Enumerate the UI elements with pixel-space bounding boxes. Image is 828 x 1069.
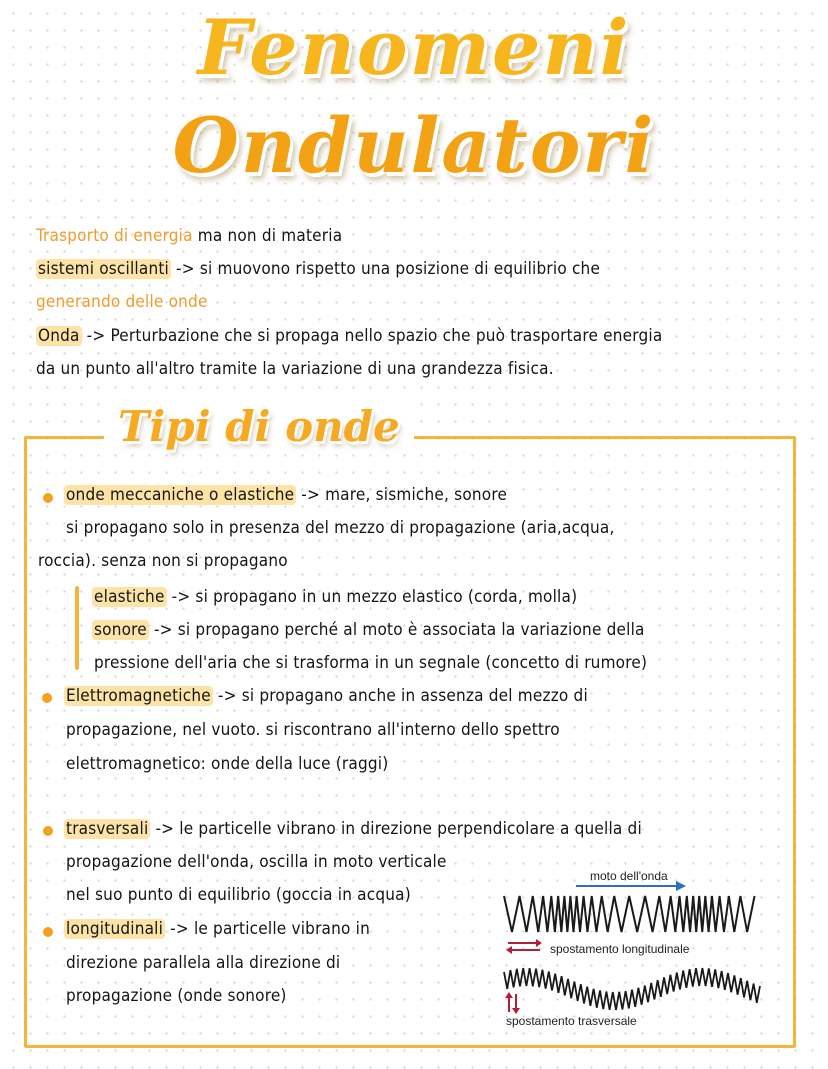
sound-line-2: pressione dell'aria che si trasforma in un segnale (concetto di rumore) (94, 653, 648, 673)
intro-line-3: generando delle onde (36, 292, 208, 312)
mechanical-waves-text: -> mare, sismiche, sonore (296, 485, 508, 505)
mechanical-waves-line (64, 485, 507, 505)
intro-line-2-text: -> si muovono rispetto una posizione di equilibrio che (171, 259, 601, 279)
transverse-coil (504, 968, 760, 1010)
longitudinal-line (64, 919, 370, 939)
electromagnetic-line-3: elettromagnetico: onde della luce (raggi) (66, 754, 389, 774)
title-line-1: Fenomeni (197, 3, 631, 92)
title-line-2: Ondulatori (172, 101, 656, 190)
longitudinal-label: spostamento longitudinale (550, 942, 690, 956)
elastic-line (92, 587, 577, 607)
transverse-label: spostamento trasversale (506, 1014, 637, 1028)
intro-line-5: da un punto all'altro tramite la variazione di una grandezza fisica. (36, 359, 554, 379)
transverse-line (64, 819, 642, 839)
electromagnetic-line (64, 686, 588, 706)
longitudinal-arrow-icon (506, 939, 542, 954)
transverse-text: -> le particelle vibrano in direzione perpendicolare a quella di (150, 819, 642, 839)
intro-line-1-text: ma non di materia (192, 226, 343, 246)
bullet-dot (42, 693, 52, 703)
wave-diagram (500, 864, 770, 1030)
intro-line-4-text: -> Perturbazione che si propaga nello spazio che può trasportare energia (81, 326, 663, 346)
electromagnetic-text: -> si propagano anche in assenza del mezzo di (212, 686, 588, 706)
energy-transport-term: Trasporto di energia (36, 226, 193, 246)
longitudinal-line-3: propagazione (onde sonore) (66, 986, 287, 1006)
intro-line-1 (36, 226, 342, 246)
longitudinal-spring (504, 896, 755, 932)
elastic-term: elastiche (94, 587, 165, 607)
oscillating-systems-term: sistemi oscillanti (38, 259, 169, 279)
longitudinal-line-2: direzione parallela alla direzione di (66, 953, 341, 973)
bullet-dot (43, 927, 53, 937)
transverse-line-3: nel suo punto di equilibrio (goccia in acqua) (66, 885, 411, 905)
sound-term: sonore (94, 620, 147, 640)
wave-motion-label: moto dell'onda (590, 869, 668, 883)
longitudinal-text: -> le particelle vibrano in (165, 919, 370, 939)
mechanical-waves-term: onde meccaniche o elastiche (66, 485, 295, 505)
bullet-dot (43, 826, 53, 836)
transverse-arrow-icon (505, 992, 520, 1014)
transverse-line-2: propagazione dell'onda, oscilla in moto verticale (66, 852, 447, 872)
sound-line (92, 620, 645, 640)
transverse-term: trasversali (66, 819, 149, 839)
mechanical-waves-line-2: si propagano solo in presenza del mezzo di propagazione (aria,acqua, (66, 518, 615, 538)
electromagnetic-term: Elettromagnetiche (66, 686, 211, 706)
longitudinal-coil (504, 896, 755, 932)
transverse-spring (504, 968, 760, 1010)
sub-list-bar (75, 586, 79, 670)
electromagnetic-line-2: propagazione, nel vuoto. si riscontrano all'interno dello spettro (66, 720, 560, 740)
mechanical-waves-line-3: roccia). senza non si propagano (38, 551, 288, 571)
intro-line-2 (36, 259, 600, 279)
intro-line-4 (36, 326, 662, 346)
section-title: Tipi di onde (104, 402, 414, 451)
elastic-text: -> si propagano in un mezzo elastico (corda, molla) (166, 587, 578, 607)
wave-term: Onda (38, 326, 80, 346)
sound-text: -> si propagano perché al moto è associata la variazione della (148, 620, 645, 640)
bullet-dot (43, 493, 53, 503)
longitudinal-term: longitudinali (66, 919, 164, 939)
